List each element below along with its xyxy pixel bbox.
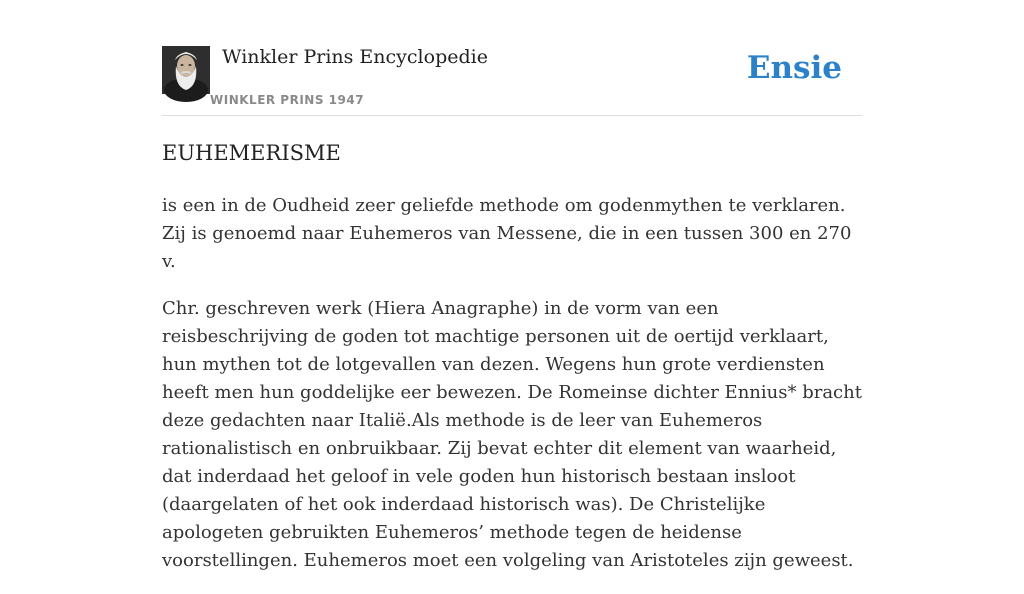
- site-header: [162, 40, 862, 116]
- site-name[interactable]: Winkler Prins Encyclopedie: [222, 46, 488, 68]
- bearded-man-portrait-icon: [162, 46, 210, 94]
- article-body: [162, 192, 862, 594]
- author-avatar[interactable]: [162, 46, 210, 94]
- ensie-logo[interactable]: Ensie: [746, 50, 842, 86]
- article-paragraph: is een in de Oudheid zeer geliefde methode om godenmythen te verklaren. Zij is genoemd naar Euhemeros van Messene, die in een tussen 300 en 270 v.: [162, 195, 852, 272]
- article-paragraph: Chr. geschreven werk (Hiera Anagraphe) in de vorm van een reisbeschrijving de goden tot machtige personen uit de oertijd verklaart, hun mythen tot de lotgevallen van dezen. Wegens hun grote verdiensten heeft men hun goddelijke eer bewezen. De Romeinse dichter Ennius* bracht deze gedachten naar Italië.Als methode is de leer van Euhemeros rationalistisch en onbruikbaar. Zij bevat echter dit element van waarheid, dat inderdaad het geloof in vele goden hun historisch bestaan insloot (daargelaten of het ook inderdaad historisch was). De Christelijke apologeten gebruikten Euhemeros’ methode tegen de heidense voorstellingen. Euhemeros moet een volgeling van Aristoteles zijn geweest.: [162, 298, 862, 571]
- edition-label[interactable]: WINKLER PRINS 1947: [210, 93, 365, 107]
- article-title: EUHEMERISME: [162, 141, 341, 165]
